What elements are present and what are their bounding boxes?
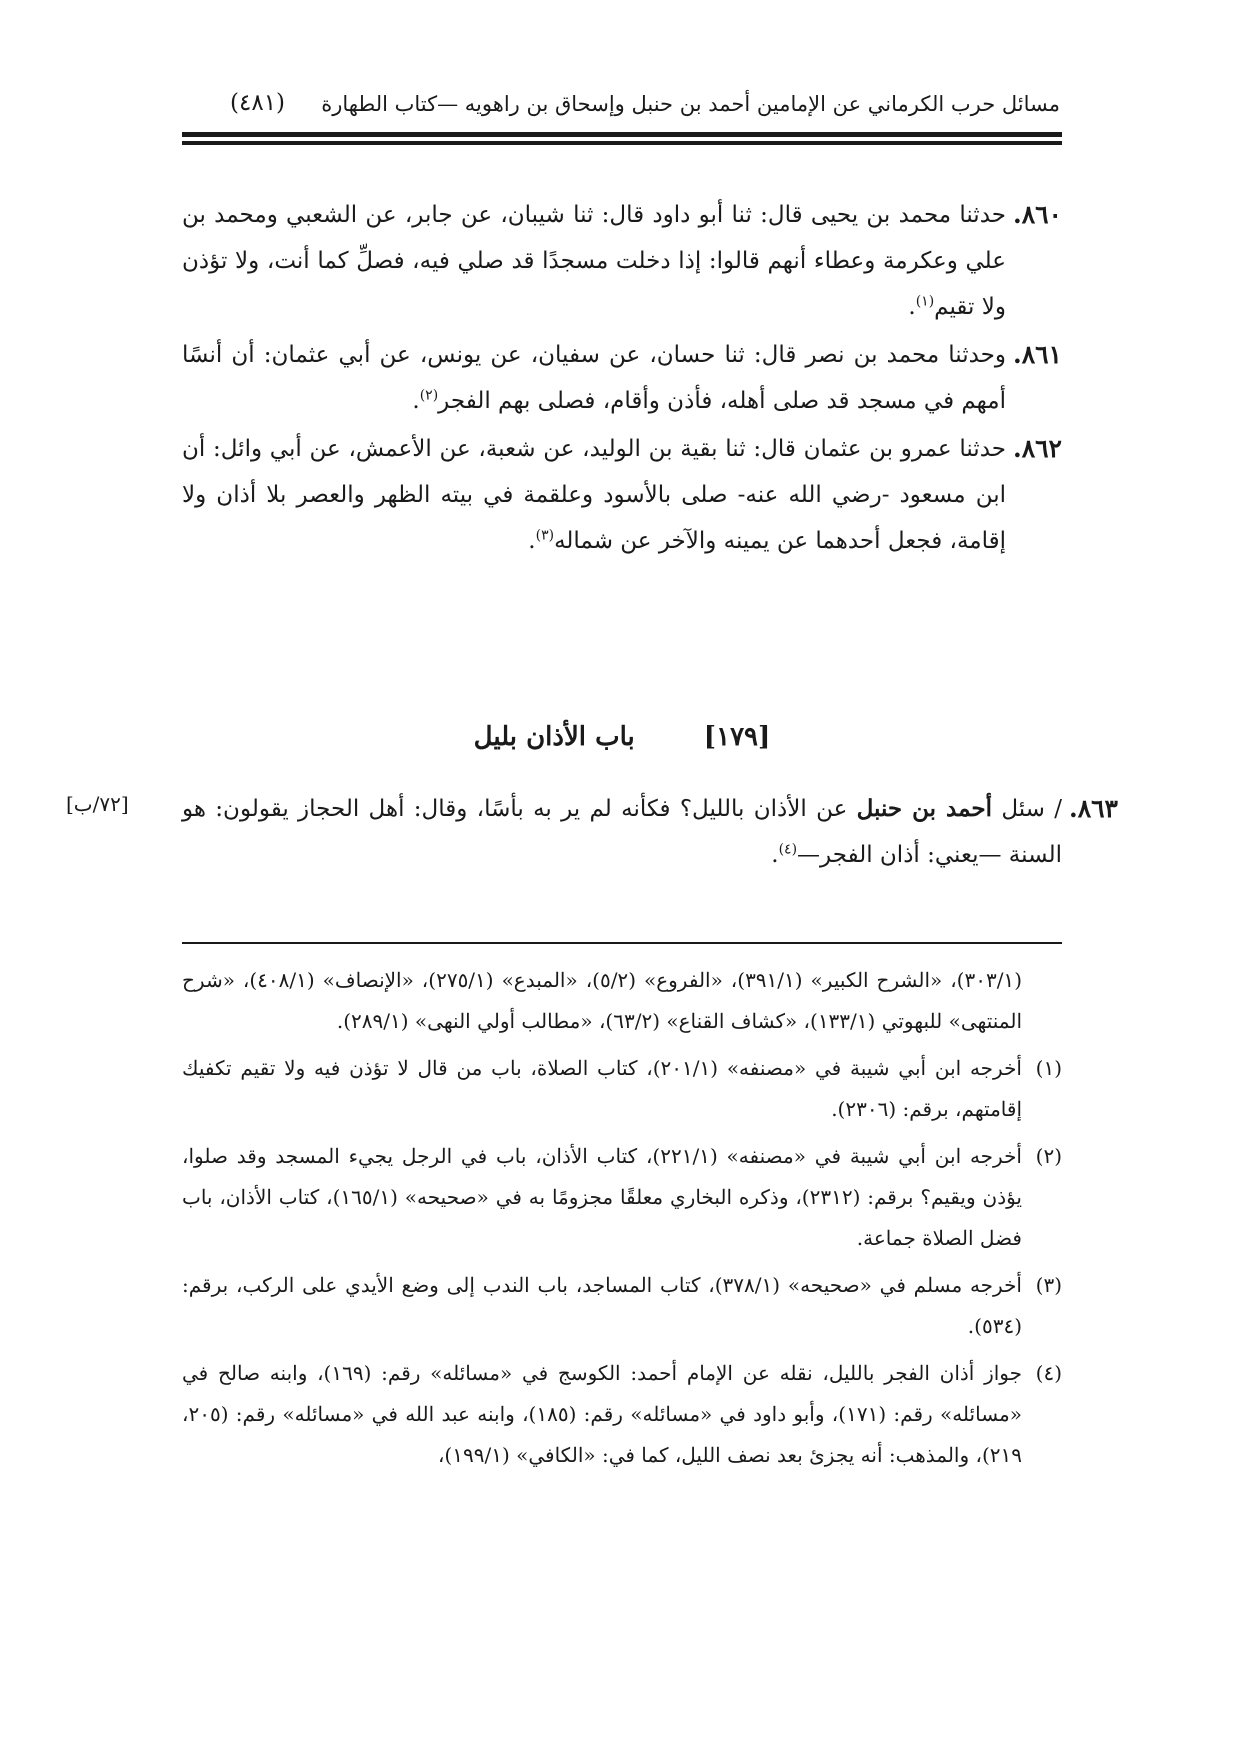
entry-text-post: عن الأذان بالليل؟ فكأنه لم ير به بأسًا، وقال: أهل الحجاز يقولون: هو السنة —يعني: أذان الفجر—: [182, 796, 1062, 868]
margin-manuscript-ref: [٧٢/ب]: [66, 792, 129, 816]
entry-text: وحدثنا محمد بن نصر قال: ثنا حسان، عن سفيان، عن يونس، عن أبي عثمان: أن أنسًا أمهم في مسجد قد صلى أهله، فأذن وأقام، فصلى بهم الفجر: [182, 342, 1006, 414]
footnote-number: (٣): [1035, 1273, 1062, 1297]
footnote-number: (١): [1035, 1056, 1062, 1080]
entry-text: حدثنا عمرو بن عثمان قال: ثنا بقية بن الوليد، عن شعبة، عن الأعمش، عن أبي وائل: أن ابن مسعود -رضي الله عنه- صلى بالأسود وعلقمة في بيته الظهر والعصر بلا أذان ولا إقامة، فجعل أحدهما عن يمينه والآخر عن شماله: [182, 436, 1006, 554]
running-title: مسائل حرب الكرماني عن الإمامين أحمد بن حنبل وإسحاق بن راهويه —كتاب الطهارة: [321, 92, 1060, 116]
section-number: [١٧٩]: [703, 722, 771, 752]
entry-number: ٨٦٢.: [1012, 434, 1062, 463]
footnote-text: أخرجه ابن أبي شيبة في «مصنفه» (٢٢١/١)، كتاب الأذان، باب في الرجل يجيء المسجد وقد صلوا، يؤذن ويقيم؟ برقم: (٢٣١٢)، وذكره البخاري معلقًا مجزومًا به في «صحيحه» (١٦٥/١)، كتاب الأذان، باب فضل الصلاة جماعة.: [182, 1144, 1022, 1250]
section-heading: [182, 722, 1062, 752]
entry-862: [182, 426, 1062, 564]
entry-number: ٨٦٠.: [1012, 200, 1062, 229]
header-rule-top: [182, 132, 1062, 137]
footnote-text: أخرجه ابن أبي شيبة في «مصنفه» (٢٠١/١)، كتاب الصلاة، باب من قال لا تؤذن فيه ولا تقيم تكفيك إقامتهم، برقم: (٢٣٠٦).: [182, 1056, 1022, 1121]
entry-end: .: [528, 528, 536, 554]
entry-861: [182, 332, 1062, 424]
footnote-separator: [182, 942, 1062, 944]
footnote-text: أخرجه مسلم في «صحيحه» (٣٧٨/١)، كتاب المساجد، باب الندب إلى وضع الأيدي على الركب، برقم: (٥٣٤).: [182, 1273, 1022, 1338]
section-title: باب الأذان بليل: [473, 722, 635, 752]
footnote-ref[interactable]: (٢): [419, 387, 439, 404]
footnote-ref[interactable]: (٣): [535, 527, 555, 544]
footnote-ref[interactable]: (١): [915, 293, 935, 310]
page-number: (٤٨١): [230, 90, 286, 116]
entry-text-pre: / سئل: [992, 796, 1062, 822]
footnotes: [182, 960, 1062, 1482]
footnote-2: [182, 1136, 1062, 1259]
running-header: [230, 84, 1060, 134]
footnote-number: (٢): [1035, 1144, 1062, 1168]
footnote-4: [182, 1353, 1062, 1476]
entry-number: ٨٦١.: [1012, 340, 1062, 369]
footnote-continued: (٣٠٣/١)، «الشرح الكبير» (٣٩١/١)، «الفروع» (٥/٢)، «المبدع» (٢٧٥/١)، «الإنصاف» (٤٠٨/١)، «شرح المنتهى» للبهوتي (١٣٣/١)، «كشاف القناع» (٦٣/٢)، «مطالب أولي النهى» (٢٨٩/١).: [182, 968, 1022, 1033]
entry-end: .: [908, 294, 916, 320]
footnote-ref[interactable]: (٤): [778, 841, 798, 858]
footnote-1: [182, 1048, 1062, 1130]
entry-end: .: [412, 388, 420, 414]
entry-text: حدثنا محمد بن يحيى قال: ثنا أبو داود قال: ثنا شيبان، عن جابر، عن الشعبي ومحمد بن علي وعكرمة وعطاء أنهم قالوا: إذا دخلت مسجدًا قد صلي فيه، فصلِّ كما أنت، ولا تؤذن ولا تقيم: [182, 202, 1006, 320]
entry-bold-name: أحمد بن حنبل: [856, 795, 993, 822]
entry-number: ٨٦٣.: [1068, 794, 1118, 823]
entry-860: [182, 192, 1062, 330]
entry-end: .: [771, 842, 779, 868]
footnote-text: جواز أذان الفجر بالليل، نقله عن الإمام أحمد: الكوسج في «مسائله» رقم: (١٦٩)، وابنه صالح في «مسائله» رقم: (١٧١)، وأبو داود في «مسائله» رقم: (١٨٥)، وابنه عبد الله في «مسائله» رقم: (٢٠٥، ٢١٩)، والمذهب: أنه يجزئ بعد نصف الليل، كما في: «الكافي» (١٩٩/١)،: [182, 1361, 1022, 1467]
entry-863: [182, 786, 1118, 878]
footnote-3: [182, 1265, 1062, 1347]
main-text: [182, 192, 1062, 566]
header-rule-bottom: [182, 141, 1062, 145]
footnote-number: (٤): [1035, 1361, 1062, 1385]
